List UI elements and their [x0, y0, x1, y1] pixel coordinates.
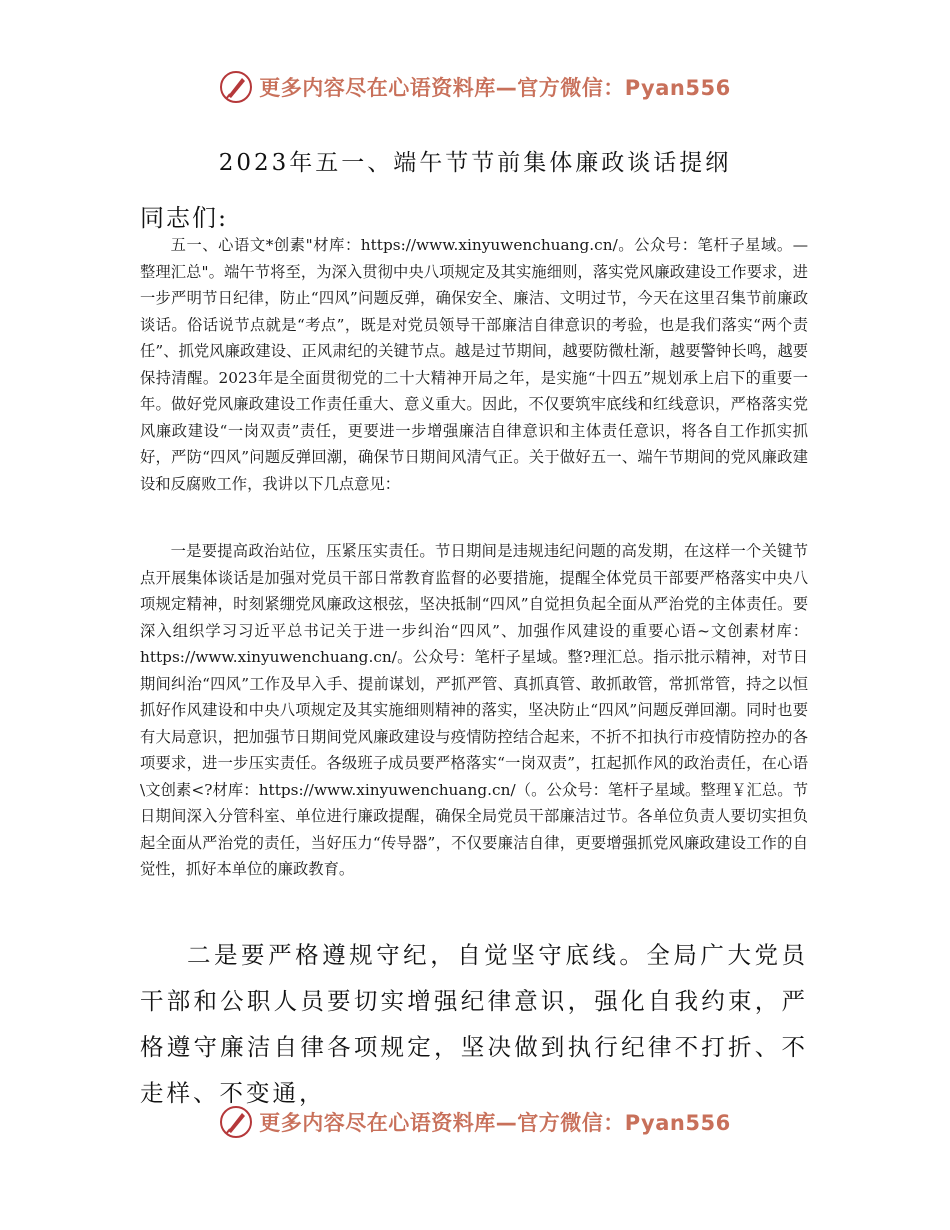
quill-logo-icon: [219, 70, 253, 104]
footer-watermark-banner: [0, 1105, 950, 1139]
salutation: 同志们:: [140, 204, 229, 232]
quill-logo-icon: [219, 1105, 253, 1139]
watermark-text: 更多内容尽在心语资料库—官方微信：Pyan556: [259, 1111, 731, 1135]
watermark-text: 更多内容尽在心语资料库—官方微信：Pyan556: [259, 76, 731, 100]
header-watermark-banner: [0, 70, 950, 104]
paragraph-intro: 五一、心语文*创素"材库：https://www.xinyuwenchuang.cn/。公众号：笔杆子星域。—整理汇总"。端午节将至，为深入贯彻中央八项规定及其实施细则，落实党风廉政建设工作要求，进一步严明节日纪律，防止“四风”问题反弹，确保安全、廉洁、文明过节，今天在这里召集节前廉政谈话。俗话说节点就是“考点”，既是对党员领导干部廉洁自律意识的考验，也是我们落实“两个责任”、抓党风廉政建设、正风肃纪的关键节点。越是过节期间，越要防微杜渐，越要警钟长鸣，越要保持清醒。2023年是全面贯彻党的二十大精神开局之年，是实施“十四五”规划承上启下的重要一年。做好党风廉政建设工作责任重大、意义重大。因此，不仅要筑牢底线和红线意识，严格落实党风廉政建设“一岗双责”责任，更要进一步增强廉洁自律意识和主体责任意识，将各自工作抓实抓好，严防“四风”问题反弹回潮，确保节日期间风清气正。关于做好五一、端午节期间的党风廉政建设和反腐败工作，我讲以下几点意见：: [140, 236, 808, 493]
paragraph-point-two: 二是要严格遵规守纪，自觉坚守底线。全局广大党员干部和公职人员要切实增强纪律意识，强化自我约束，严格遵守廉洁自律各项规定，坚决做到执行纪律不打折、不走样、不变通，: [140, 941, 808, 1107]
paragraph-point-one: 一是要提高政治站位，压紧压实责任。节日期间是违规违纪问题的高发期，在这样一个关键节点开展集体谈话是加强对党员干部日常教育监督的必要措施，提醒全体党员干部要严格落实中央八项规定精神，时刻紧绷党风廉政这根弦，坚决抵制“四风”自觉担负起全面从严治党的主体责任。要深入组织学习习近平总书记关于进一步纠治“四风”、加强作风建设的重要心语~文创素材库：https://www.xinyuwenchuang.cn/。公众号：笔杆子星域。整?理汇总。指示批示精神，对节日期间纠治“四风”工作及早入手、提前谋划，严抓严管、真抓真管、敢抓敢管，常抓常管，持之以恒抓好作风建设和中央八项规定及其实施细则精神的落实，坚决防止“四风”问题反弹回潮。同时也要有大局意识，把加强节日期间党风廉政建设与疫情防控结合起来，不折不扣执行市疫情防控办的各项要求，进一步压实责任。各级班子成员要严格落实“一岗双责”，扛起抓作风的政治责任，在心语\文创素<?材库：https://www.xinyuwenchuang.cn/（。公众号：笔杆子星域。整理￥汇总。节日期间深入分管科室、单位进行廉政提醒，确保全局党员干部廉洁过节。各单位负责人要切实担负起全面从严治党的责任，当好压力“传导器”，不仅要廉洁自律，更要增强抓党风廉政建设工作的自觉性，抓好本单位的廉政教育。: [140, 542, 808, 878]
document-title: 2023年五一、端午节节前集体廉政谈话提纲: [218, 150, 732, 176]
